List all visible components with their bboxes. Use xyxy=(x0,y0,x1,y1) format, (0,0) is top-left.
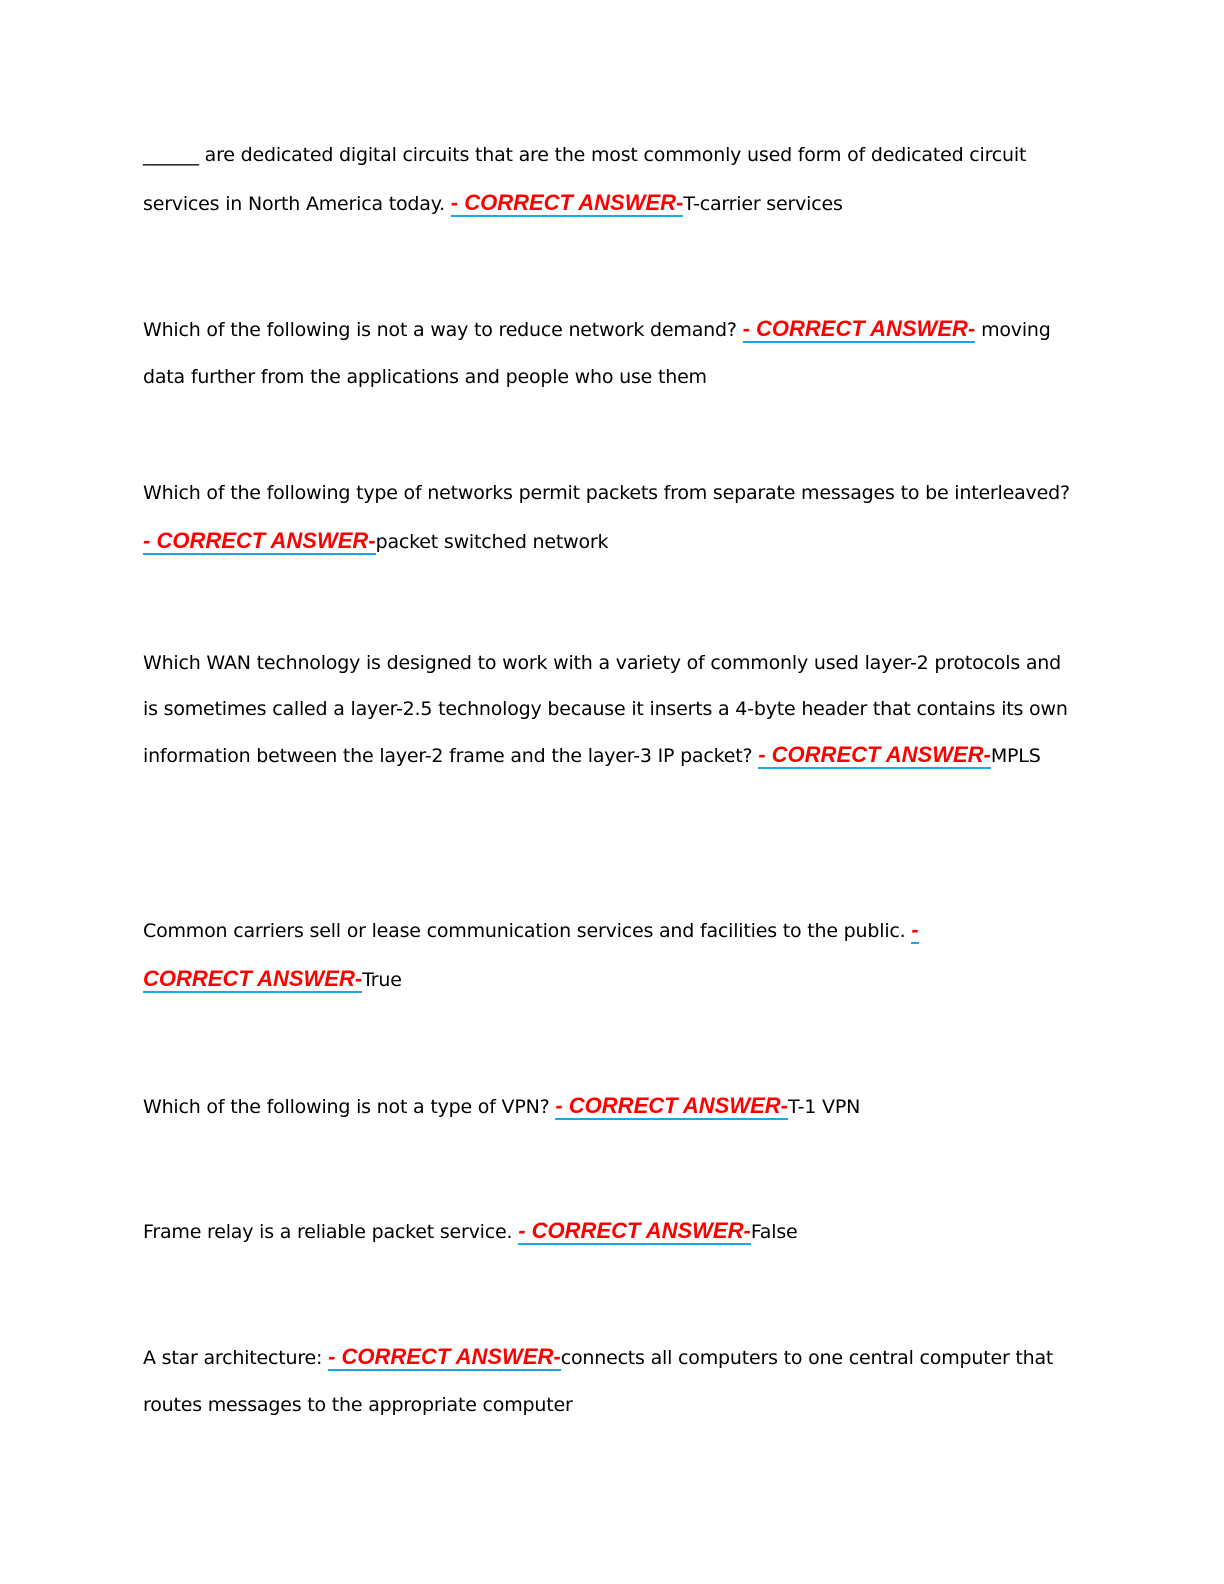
answer-text: T-carrier services xyxy=(683,193,843,215)
question-text: Which of the following is not a way to reduce network demand? xyxy=(143,319,737,341)
qa-item-1 xyxy=(143,132,1073,228)
answer-text: packet switched network xyxy=(375,531,609,553)
question-text: A star architecture: xyxy=(143,1347,323,1369)
qa-item-8 xyxy=(143,1333,1073,1429)
qa-item-4 xyxy=(143,640,1073,779)
correct-answer-marker: - CORRECT ANSWER- xyxy=(143,917,919,991)
answer-text: True xyxy=(362,969,402,991)
question-text: Which of the following type of networks permit packets from separate messages to be interleaved? xyxy=(143,482,1070,504)
answer-text: moving data further from the applications and people who use them xyxy=(143,319,1051,388)
question-text: Which of the following is not a type of VPN? xyxy=(143,1096,550,1118)
correct-answer-marker: - CORRECT ANSWER- xyxy=(758,742,991,767)
correct-answer-marker: - CORRECT ANSWER- xyxy=(555,1093,788,1118)
qa-item-3 xyxy=(143,470,1073,566)
correct-answer-marker: - CORRECT ANSWER- xyxy=(742,316,976,341)
qa-item-6 xyxy=(143,1082,1073,1131)
answer-text: False xyxy=(750,1221,798,1243)
correct-answer-marker: - CORRECT ANSWER- xyxy=(143,528,376,553)
correct-answer-marker: - CORRECT ANSWER- xyxy=(518,1218,751,1243)
answer-text: T-1 VPN xyxy=(787,1096,861,1118)
question-text: Frame relay is a reliable packet service. xyxy=(143,1221,513,1243)
correct-answer-marker: - CORRECT ANSWER- xyxy=(328,1344,561,1369)
question-text: Which WAN technology is designed to work with a variety of commonly used layer-2 protocols and is sometimes called a layer-2.5 technology because it inserts a 4-byte header that contains its own information between the layer-2 frame and the layer-3 IP packet? xyxy=(143,652,1068,767)
answer-text: connects all computers to one central computer that routes messages to the appropriate computer xyxy=(143,1347,1054,1416)
qa-item-7 xyxy=(143,1207,1073,1256)
qa-item-2 xyxy=(143,305,1073,401)
question-text: Common carriers sell or lease communication services and facilities to the public. xyxy=(143,920,906,942)
answer-text: MPLS xyxy=(990,745,1041,767)
correct-answer-marker: - CORRECT ANSWER- xyxy=(450,190,684,215)
question-text: ______ are dedicated digital circuits that are the most commonly used form of dedicated circuit services in North America today. xyxy=(143,144,1027,215)
qa-item-5 xyxy=(143,906,953,1004)
